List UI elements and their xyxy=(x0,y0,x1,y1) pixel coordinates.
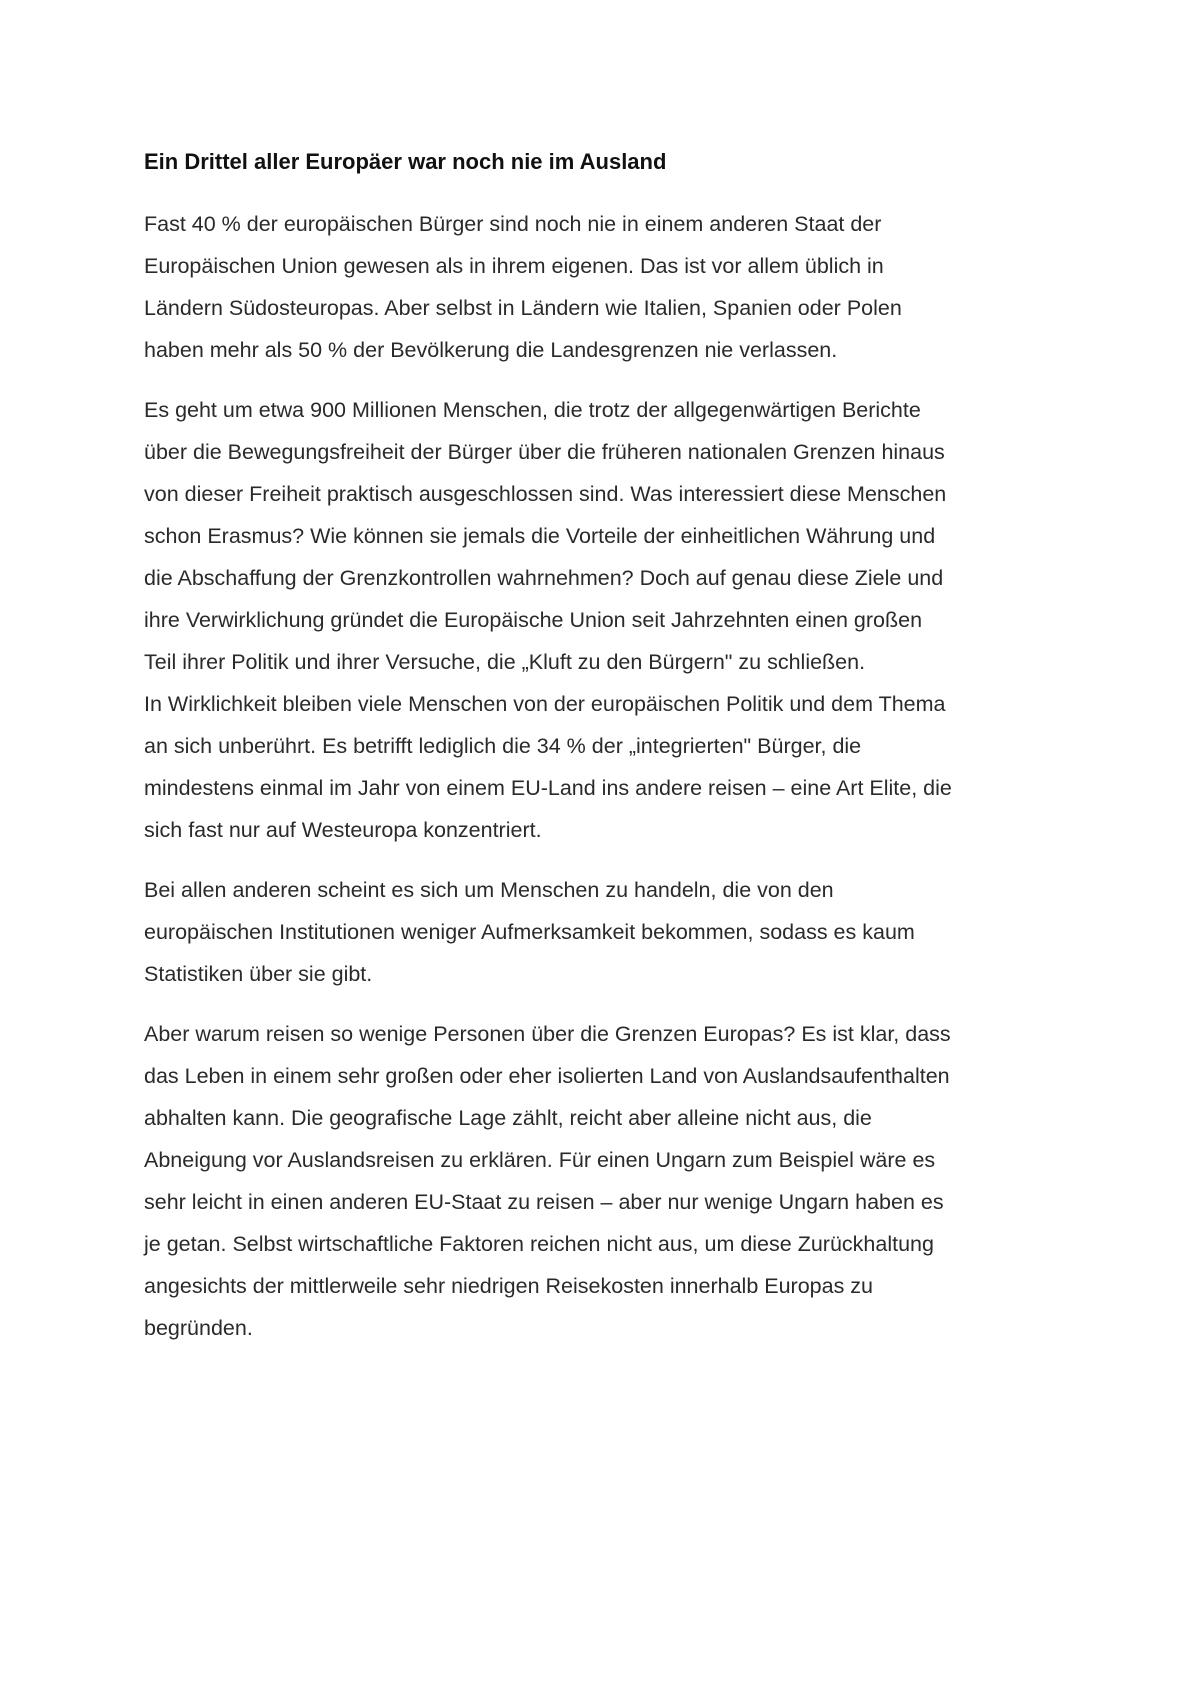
text-line: sehr leicht in einen anderen EU-Staat zu reisen – aber nur wenige Ungarn haben es xyxy=(144,1190,944,1214)
text-line: Teil ihrer Politik und ihrer Versuche, die „Kluft zu den Bürgern" zu schließen. xyxy=(144,650,866,674)
text-line: abhalten kann. Die geografische Lage zählt, reicht aber alleine nicht aus, die xyxy=(144,1106,872,1130)
text-line: Es geht um etwa 900 Millionen Menschen, die trotz der allgegenwärtigen Berichte xyxy=(144,398,921,422)
text-line: ihre Verwirklichung gründet die Europäische Union seit Jahrzehnten einen großen xyxy=(144,608,923,632)
document-title: Ein Drittel aller Europäer war noch nie im Ausland xyxy=(144,149,667,174)
document-body xyxy=(144,203,1064,1367)
text-line: über die Bewegungsfreiheit der Bürger über die früheren nationalen Grenzen hinaus xyxy=(144,440,945,464)
paragraph-1 xyxy=(144,203,1064,371)
text-line: haben mehr als 50 % der Bevölkerung die Landesgrenzen nie verlassen. xyxy=(144,338,838,362)
text-line: sich fast nur auf Westeuropa konzentriert. xyxy=(144,818,542,842)
paragraph-2 xyxy=(144,389,1064,851)
text-line: Abneigung vor Auslandsreisen zu erklären. Für einen Ungarn zum Beispiel wäre es xyxy=(144,1148,936,1172)
text-line: europäischen Institutionen weniger Aufmerksamkeit bekommen, sodass es kaum xyxy=(144,920,915,944)
text-line: Statistiken über sie gibt. xyxy=(144,962,373,986)
text-line: von dieser Freiheit praktisch ausgeschlossen sind. Was interessiert diese Menschen xyxy=(144,482,947,506)
text-line: je getan. Selbst wirtschaftliche Faktoren reichen nicht aus, um diese Zurückhaltung xyxy=(144,1232,934,1256)
text-line: mindestens einmal im Jahr von einem EU-Land ins andere reisen – eine Art Elite, die xyxy=(144,776,952,800)
text-line: das Leben in einem sehr großen oder eher isolierten Land von Auslandsaufenthalten xyxy=(144,1064,950,1088)
paragraph-3 xyxy=(144,869,1064,995)
text-line: Ländern Südosteuropas. Aber selbst in Ländern wie Italien, Spanien oder Polen xyxy=(144,296,902,320)
text-line: schon Erasmus? Wie können sie jemals die Vorteile der einheitlichen Währung und xyxy=(144,524,936,548)
text-line: Europäischen Union gewesen als in ihrem eigenen. Das ist vor allem üblich in xyxy=(144,254,884,278)
text-line: begründen. xyxy=(144,1316,253,1340)
paragraph-4 xyxy=(144,1013,1064,1349)
text-line: Aber warum reisen so wenige Personen über die Grenzen Europas? Es ist klar, dass xyxy=(144,1022,951,1046)
text-line: Fast 40 % der europäischen Bürger sind noch nie in einem anderen Staat der xyxy=(144,212,882,236)
text-line: an sich unberührt. Es betrifft lediglich die 34 % der „integrierten" Bürger, die xyxy=(144,734,862,758)
text-line: Bei allen anderen scheint es sich um Menschen zu handeln, die von den xyxy=(144,878,834,902)
text-line: angesichts der mittlerweile sehr niedrigen Reisekosten innerhalb Europas zu xyxy=(144,1274,874,1298)
text-line: In Wirklichkeit bleiben viele Menschen von der europäischen Politik und dem Thema xyxy=(144,692,946,716)
text-line: die Abschaffung der Grenzkontrollen wahrnehmen? Doch auf genau diese Ziele und xyxy=(144,566,944,590)
